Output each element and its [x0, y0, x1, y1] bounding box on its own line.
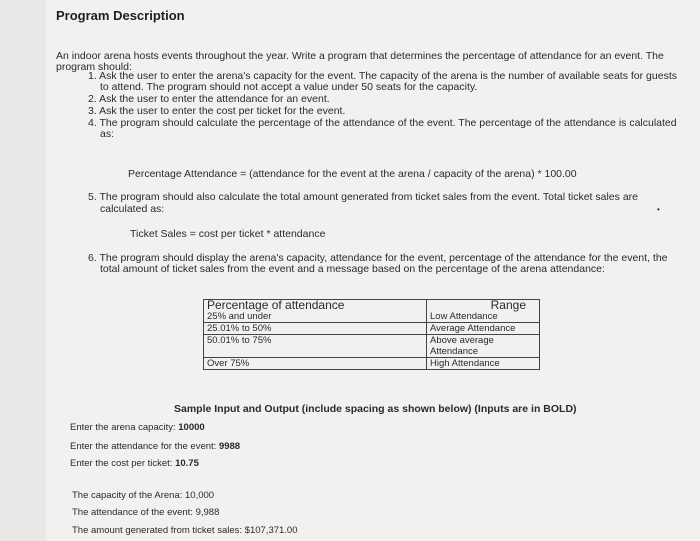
page-title: Program Description [56, 8, 185, 23]
table-cell: Low Attendance [430, 311, 498, 322]
step-4-line-1: 4. The program should calculate the percentage of the attendance of the event. The percentage of the attendance is calculated [88, 117, 677, 129]
table-cell: 50.01% to 75% [204, 334, 426, 346]
table-row [204, 300, 540, 370]
formula-percentage: Percentage Attendance = (attendance for the event at the arena / capacity of the arena) * 100.00 [128, 168, 577, 180]
formula-ticket-sales: Ticket Sales = cost per ticket * attendance [130, 228, 326, 240]
step-3: 3. Ask the user to enter the cost per ticket for the event. [88, 105, 346, 117]
table-cell: 25% and under [207, 311, 272, 322]
step-1-line-2: to attend. The program should not accept a value under 50 seats for the capacity. [100, 81, 478, 93]
table-cell: Average Attendance [427, 322, 539, 334]
input-line-cost [70, 458, 199, 469]
input-line-attendance [70, 441, 240, 452]
table-cell: Above average [427, 334, 539, 346]
stray-mark: • [657, 205, 660, 214]
table-cell: Over 75% [204, 357, 426, 369]
intro-line-1: An indoor arena hosts events throughout the year. Write a program that determines the percentage of attendance for an event. The [56, 50, 664, 62]
table-cell: 25.01% to 50% [204, 322, 426, 334]
input-label: Enter the arena capacity: [70, 422, 179, 433]
table-header-range: Range [490, 298, 526, 312]
intro-line-2: program should: [56, 61, 132, 73]
table-right-cell [427, 300, 540, 370]
step-5-line-1: 5. The program should also calculate the total amount generated from ticket sales from the event. Total ticket sales are [88, 191, 638, 203]
table-cell: High Attendance [427, 357, 539, 369]
sample-heading: Sample Input and Output (include spacing as shown below) (Inputs are in BOLD) [174, 403, 577, 415]
output-ticket-sales: The amount generated from ticket sales: $107,371.00 [72, 525, 298, 536]
attendance-range-table [203, 299, 540, 370]
step-5-line-2: calculated as: [100, 203, 165, 215]
input-value: 10000 [178, 422, 205, 433]
step-6-line-1: 6. The program should display the arena's capacity, attendance for the event, percentage of the attendance for the event, the [88, 252, 668, 264]
table-cell: Attendance [430, 346, 479, 357]
table-left-cell [204, 300, 427, 370]
input-label: Enter the attendance for the event: [70, 441, 219, 452]
step-2: 2. Ask the user to enter the attendance for an event. [88, 93, 330, 105]
output-capacity: The capacity of the Arena: 10,000 [72, 490, 215, 501]
step-6-line-2: total amount of ticket sales from the event and a message based on the percentage of the arena attendance: [100, 263, 605, 275]
input-line-capacity [70, 422, 205, 433]
input-value: 9988 [218, 441, 241, 452]
step-1-line-1: 1. Ask the user to enter the arena's capacity for the event. The capacity of the arena is the number of available seats for guests [88, 70, 677, 82]
step-4-line-2: as: [100, 128, 115, 140]
input-label: Enter the cost per ticket: [70, 458, 176, 469]
table-header-percentage: Percentage of attendance [207, 298, 345, 312]
input-value: 10.75 [175, 458, 199, 469]
output-attendance: The attendance of the event: 9,988 [72, 507, 220, 518]
